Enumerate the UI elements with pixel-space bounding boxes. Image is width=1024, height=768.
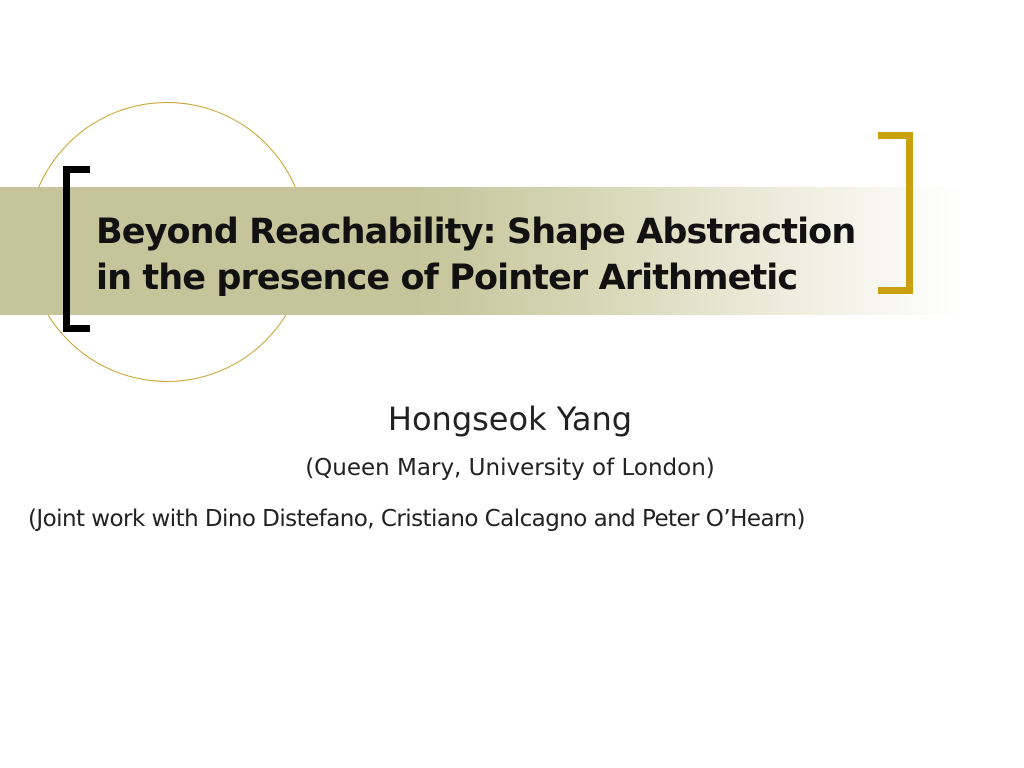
collaborators-note: (Joint work with Dino Distefano, Cristiano Calcagno and Peter O’Hearn) — [28, 506, 805, 532]
slide-title-line-2: in the presence of Pointer Arithmetic — [96, 258, 798, 298]
author-name: Hongseok Yang — [387, 400, 633, 438]
left-bracket-decoration — [63, 166, 90, 332]
slide-title-line-1: Beyond Reachability: Shape Abstraction — [96, 212, 856, 252]
author-affiliation: (Queen Mary, University of London) — [305, 455, 715, 481]
slide-title — [96, 209, 896, 301]
